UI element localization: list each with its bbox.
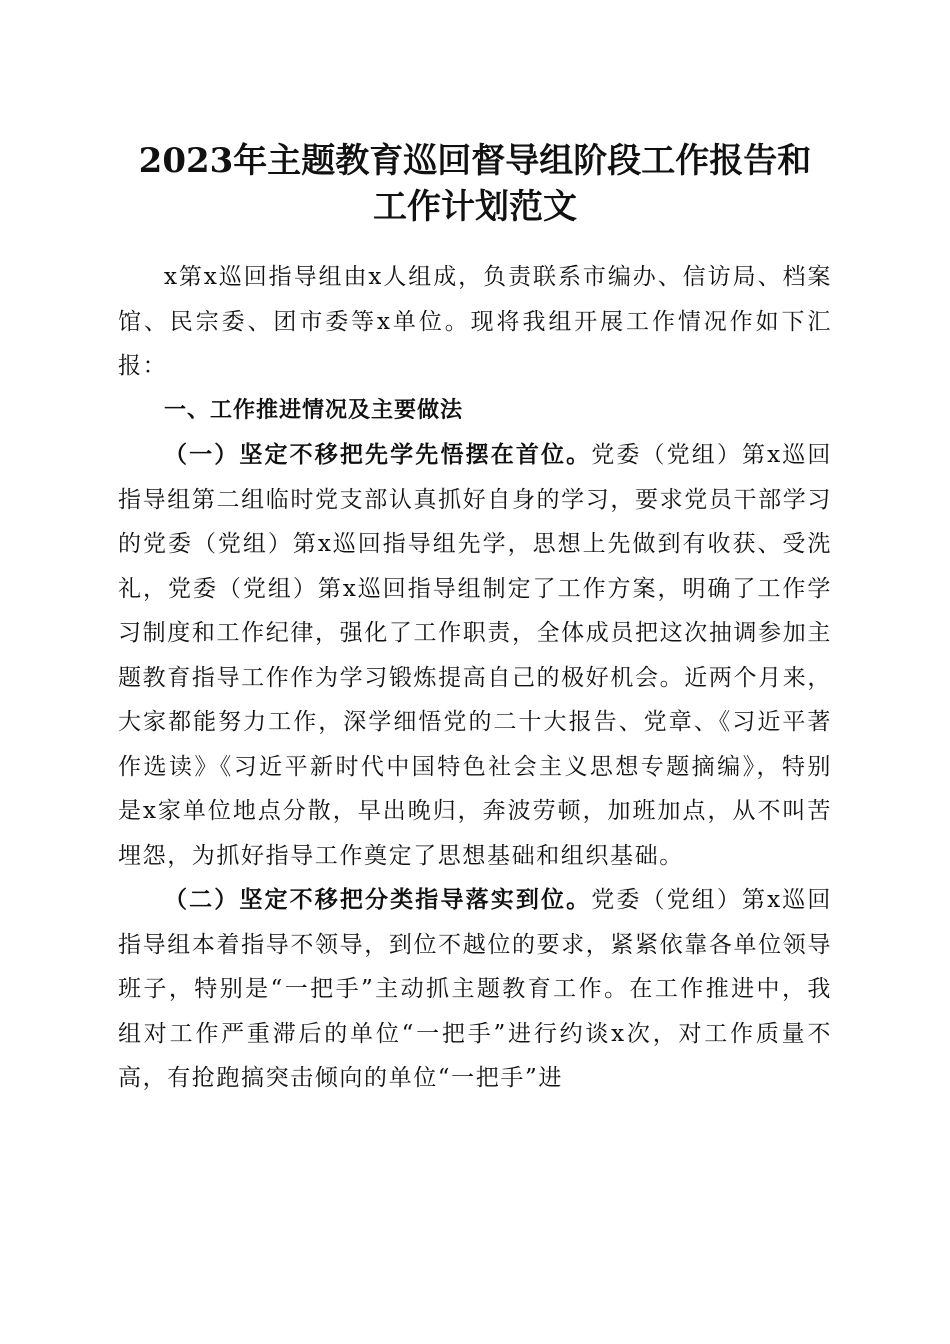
intro-paragraph: x第x巡回指导组由x人组成，负责联系市编办、信访局、档案馆、民宗委、团市委等x单位。现将我组开展工作情况作如下汇报： <box>118 264 832 379</box>
document-title <box>118 138 832 230</box>
paragraph-item-1 <box>118 433 832 878</box>
title-line-1: 2023年主题教育巡回督导组阶段工作报告和 <box>138 141 812 181</box>
item-2-text: 党委（党组）第x巡回指导组本着指导不领导，到位不越位的要求，紧紧依靠各单位领导班子，特别是“一把手”主动抓主题教育工作。在工作推进中，我组对工作严重滞后的单位“一把手”进行约谈x次，对工作质量不高，有抢跑搞突击倾向的单位“一把手”进 <box>118 887 832 1091</box>
section-heading-1: 一、工作推进情况及主要做法 <box>164 397 464 423</box>
document-body <box>118 255 832 1101</box>
title-line-2: 工作计划范文 <box>373 187 577 227</box>
paragraph-item-2 <box>118 878 832 1101</box>
item-2-lead: （二）坚定不移把分类指导落实到位。 <box>164 886 592 913</box>
item-1-lead: （一）坚定不移把先学先悟摆在首位。 <box>164 441 592 468</box>
item-1-text: 党委（党组）第x巡回指导组第二组临时党支部认真抓好自身的学习，要求党员干部学习的党委（党组）第x巡回指导组先学，思想上先做到有收获、受洗礼，党委（党组）第x巡回指导组制定了工作方案，明确了工作学习制度和工作纪律，强化了工作职责，全体成员把这次抽调参加主题教育指导工作作为学习锻炼提高自己的极好机会。近两个月来，大家都能努力工作，深学细悟党的二十大报告、党章、《习近平著作选读》《习近平新时代中国特色社会主义思想专题摘编》，特别是x家单位地点分散，早出晚归，奔波劳顿，加班加点，从不叫苦埋怨，为抓好指导工作奠定了思想基础和组织基础。 <box>118 442 832 869</box>
